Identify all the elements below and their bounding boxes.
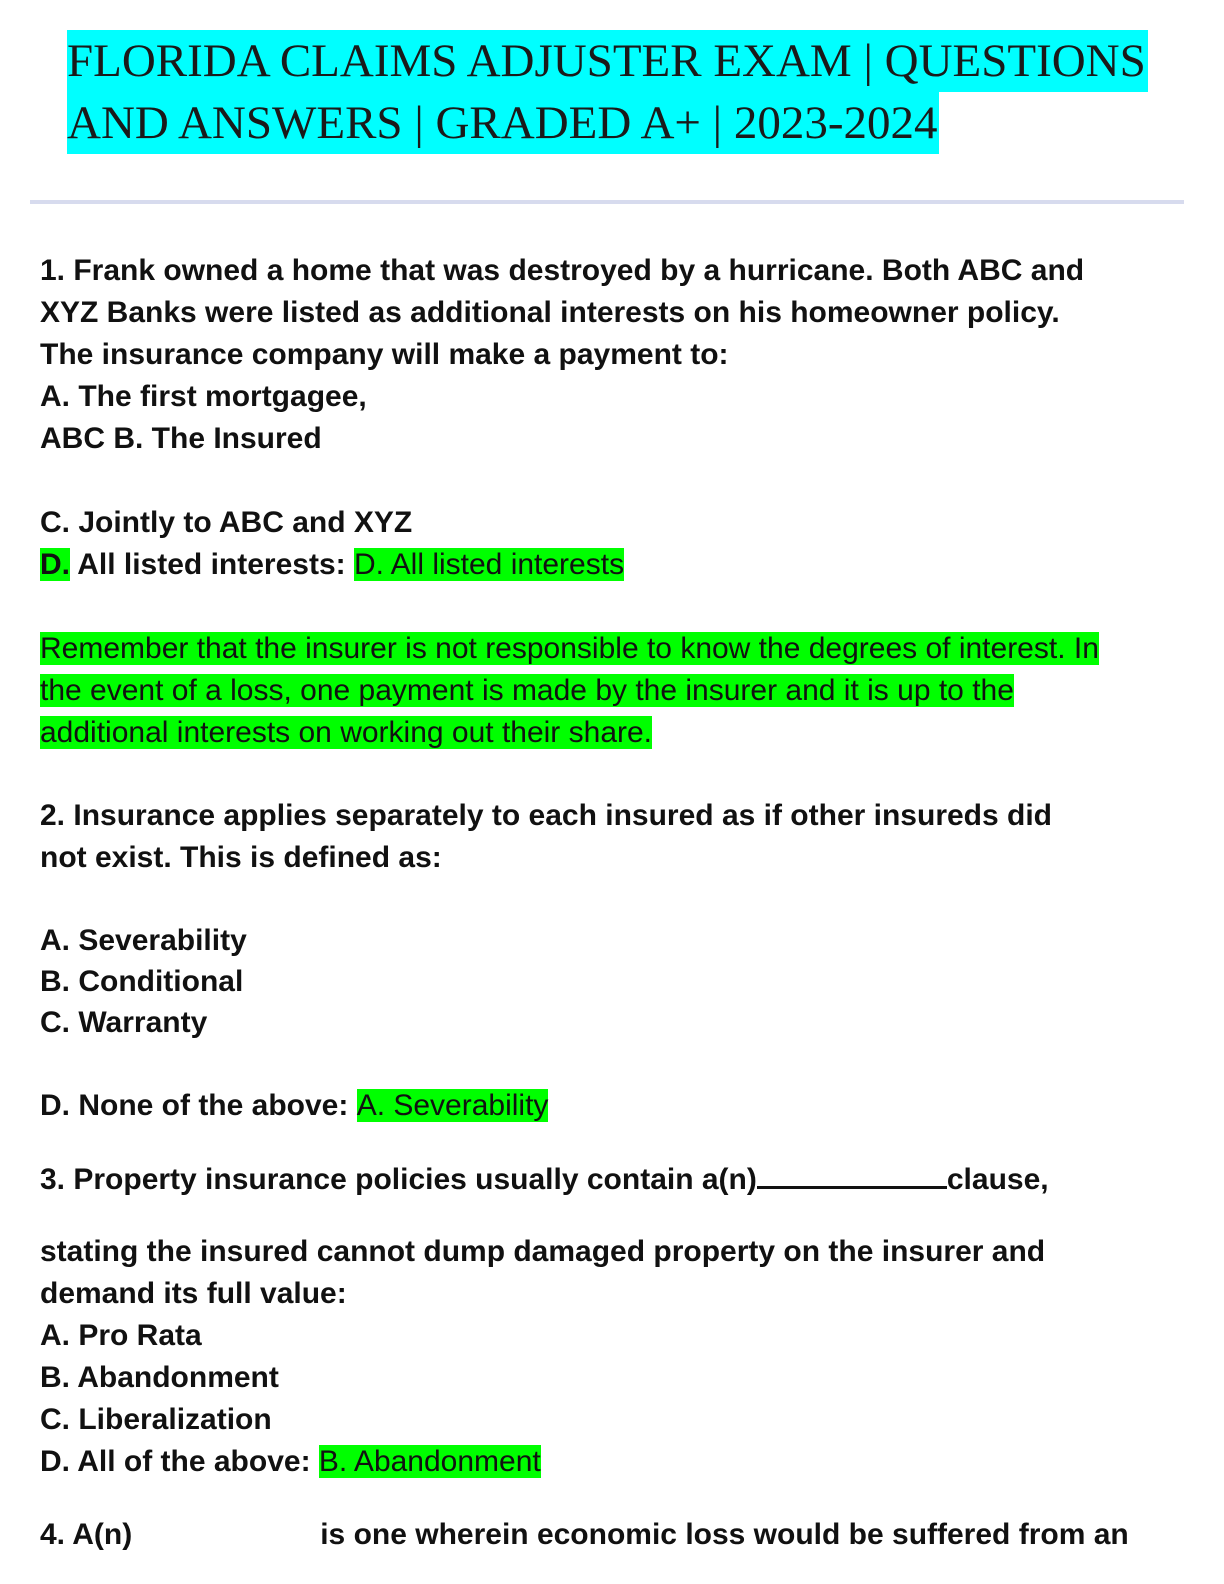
q2-text-line-2: not exist. This is defined as: bbox=[40, 841, 442, 874]
q2-option-d bbox=[40, 1085, 548, 1127]
q1-explanation-line-3 bbox=[40, 712, 652, 754]
title-line-2: AND ANSWERS | GRADED A+ | 2023-2024 bbox=[67, 92, 939, 154]
q3-text-end: clause, bbox=[946, 1163, 1049, 1196]
q2-option-a: A. Severability bbox=[40, 924, 247, 957]
q3-text-line-3: demand its full value: bbox=[40, 1277, 347, 1310]
q1-option-d-letter: D. bbox=[40, 548, 70, 581]
q1-option-d bbox=[40, 544, 624, 586]
q1-explanation-line-1 bbox=[40, 628, 1099, 670]
q3-option-c: C. Liberalization bbox=[40, 1403, 272, 1436]
q1-text-line-1: 1. Frank owned a home that was destroyed by a hurricane. Both ABC and bbox=[40, 254, 1085, 287]
q3-text-start: 3. Property insurance policies usually contain a(n) bbox=[40, 1163, 757, 1196]
q1-text-line-3: The insurance company will make a payment to: bbox=[40, 338, 729, 371]
q1-explanation-text-3: additional interests on working out their share. bbox=[40, 716, 653, 749]
q3-text-line-2: stating the insured cannot dump damaged property on the insurer and bbox=[40, 1235, 1046, 1268]
q3-option-b: B. Abandonment bbox=[40, 1361, 279, 1394]
q1-option-b: ABC B. The Insured bbox=[40, 422, 322, 455]
q1-option-a: A. The first mortgagee, bbox=[40, 380, 367, 413]
q3-option-a: A. Pro Rata bbox=[40, 1319, 202, 1352]
q3-answer: B. Abandonment bbox=[318, 1445, 541, 1478]
title-divider bbox=[30, 200, 1184, 204]
q1-answer: D. All listed interests bbox=[353, 548, 625, 581]
q1-explanation-text-1: Remember that the insurer is not responsible to know the degrees of interest. In bbox=[40, 632, 1099, 665]
q3-text-line-1 bbox=[40, 1158, 1049, 1201]
q2-text-line-1: 2. Insurance applies separately to each insured as if other insureds did bbox=[40, 799, 1053, 832]
q1-option-d-text: All listed interests: bbox=[70, 548, 354, 581]
q2-option-c: C. Warranty bbox=[40, 1006, 208, 1039]
q2-option-b: B. Conditional bbox=[40, 965, 244, 998]
q3-blank bbox=[757, 1158, 947, 1189]
title-line-1: FLORIDA CLAIMS ADJUSTER EXAM | QUESTIONS bbox=[67, 30, 1148, 92]
q1-explanation-line-2 bbox=[40, 670, 1014, 712]
q2-option-d-text: D. None of the above: bbox=[40, 1089, 357, 1122]
document-title bbox=[67, 30, 1167, 154]
q3-option-d-text: D. All of the above: bbox=[40, 1445, 319, 1478]
q1-option-c: C. Jointly to ABC and XYZ bbox=[40, 506, 413, 539]
q3-option-d bbox=[40, 1441, 541, 1483]
q2-answer: A. Severability bbox=[356, 1089, 549, 1122]
q1-explanation-text-2: the event of a loss, one payment is made by the insurer and it is up to the bbox=[40, 674, 1014, 707]
q4-text-line-1 bbox=[40, 1514, 1129, 1556]
q4-text-start: 4. A(n) bbox=[40, 1518, 133, 1551]
q4-text-end: is one wherein economic loss would be suffered from an bbox=[320, 1518, 1129, 1551]
q1-text-line-2: XYZ Banks were listed as additional interests on his homeowner policy. bbox=[40, 296, 1060, 329]
